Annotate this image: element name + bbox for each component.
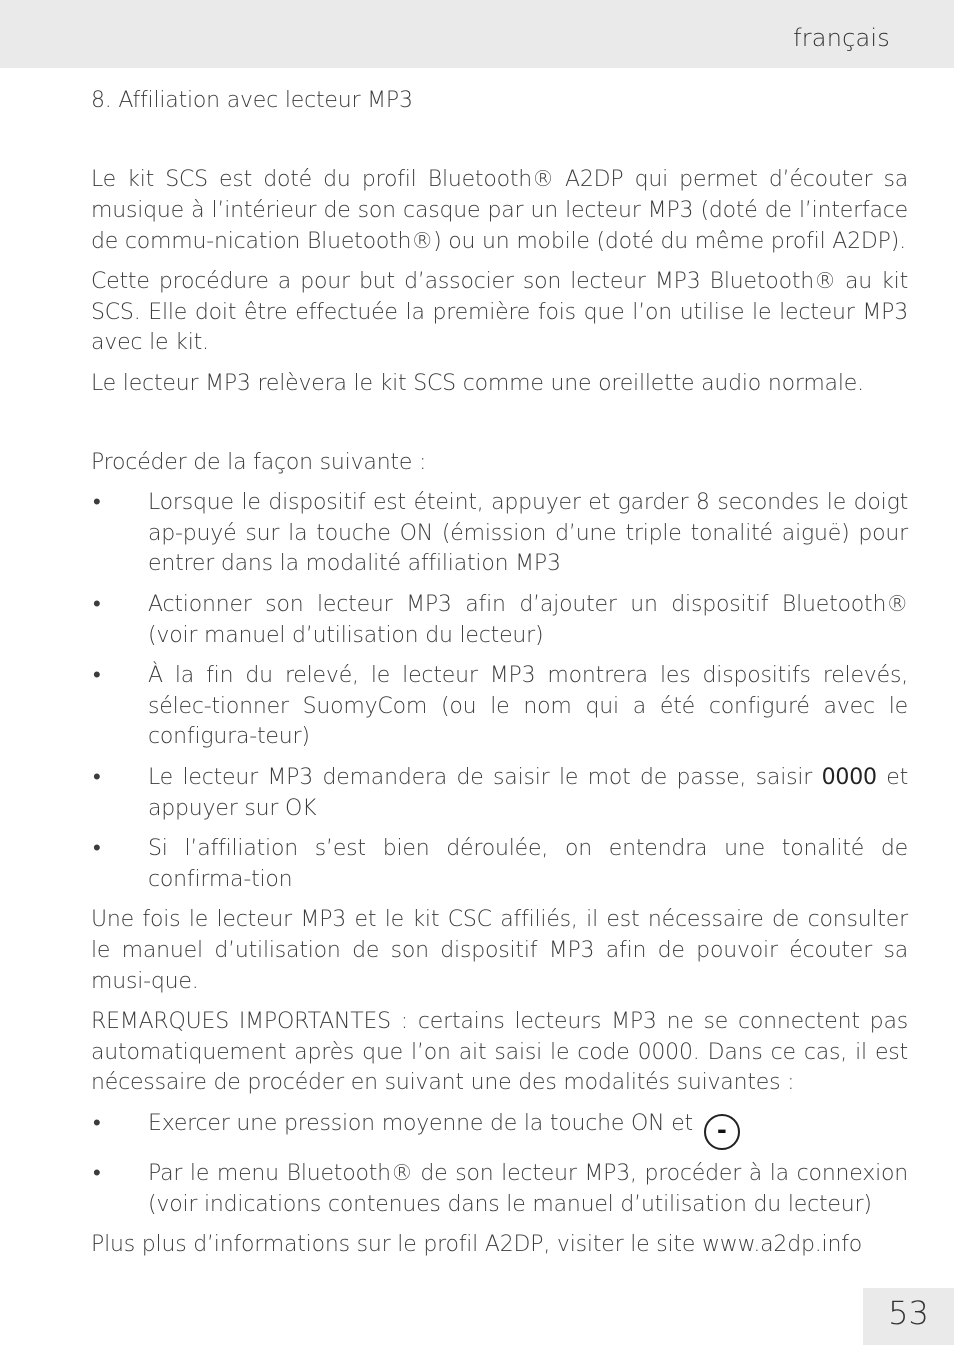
bullet-icon: • [93, 835, 101, 861]
list-item [91, 834, 908, 896]
bullet-icon: • [93, 489, 101, 515]
section-heading [91, 86, 908, 116]
list-item [91, 488, 908, 580]
list-item [91, 661, 908, 753]
step-text: À la fin du relevé, le lecteur MP3 montrera les dispositifs relevés, sélec-tionner SuomyCom (ou le nom qui a été configuré avec le configura-teur) [148, 662, 908, 750]
list-item [91, 763, 908, 825]
bullet-icon: • [93, 662, 101, 688]
list-item [91, 590, 908, 652]
header-band [0, 0, 954, 68]
section-number: 8. [91, 88, 112, 113]
bullet-icon: • [93, 1161, 101, 1187]
list-item [91, 1159, 908, 1221]
step-text-after: et appuyer sur OK [148, 764, 908, 821]
bullet-icon: • [93, 764, 101, 790]
page-content [91, 86, 908, 1261]
step-text: Actionner son lecteur MP3 afin d’ajouter un dispositif Bluetooth® (voir manuel d’utilisation du lecteur) [148, 591, 908, 648]
page-number-box [863, 1288, 954, 1345]
procedure-steps [91, 488, 908, 896]
step-text: Lorsque le dispositif est éteint, appuyer et garder 8 secondes le doigt ap-puyé sur la touche ON (émission d’une triple tonalité aiguë) pour entrer dans la modalité affiliation MP3 [148, 489, 908, 577]
minus-key-icon: - [704, 1114, 740, 1150]
after-paragraph: Une fois le lecteur MP3 et le kit CSC affiliés, il est nécessaire de consulter le manuel d’utilisation de son dispositif MP3 afin de pouvoir écouter sa musi-que. [91, 906, 908, 994]
step-text: Si l’affiliation s’est bien déroulée, on entendra une tonalité de confirma-tion [148, 835, 908, 892]
procedure-lead: Procéder de la façon suivante : [91, 449, 427, 475]
intro-paragraph: Le lecteur MP3 relèvera le kit SCS comme une oreillette audio normale. [91, 370, 864, 396]
footer-info: Plus plus d’informations sur le profil A2DP, visiter le site www.a2dp.info [91, 1232, 863, 1258]
language-label: français [793, 24, 890, 52]
remark-text: Exercer une pression moyenne de la touche ON et [148, 1110, 693, 1136]
remark-text: Par le menu Bluetooth® de son lecteur MP3, procéder à la connexion (voir indications contenues dans le manuel d’utilisation du lecteur) [148, 1161, 908, 1218]
remarks-list [91, 1109, 908, 1221]
section-title: Affiliation avec lecteur MP3 [118, 88, 413, 113]
remarks-paragraph: REMARQUES IMPORTANTES : certains lecteurs MP3 ne se connectent pas automatiquement après que l’on ait saisi le code 0000. Dans ce cas, il est nécessaire de procéder en suivant une des modalités suivantes : [91, 1008, 908, 1096]
bullet-icon: • [93, 1110, 101, 1136]
bullet-icon: • [93, 591, 101, 617]
password-code: 0000 [821, 764, 877, 790]
step-text-before: Le lecteur MP3 demandera de saisir le mot de passe, saisir [148, 764, 822, 790]
page-number: 53 [888, 1294, 929, 1332]
intro-paragraph: Le kit SCS est doté du profil Bluetooth® A2DP qui permet d’écouter sa musique à l’intérieur de son casque par un lecteur MP3 (doté de l’interface de commu-nication Bluetooth®) ou un mobile (doté du même profil A2DP). [91, 167, 908, 254]
intro-paragraph: Cette procédure a pour but d’associer son lecteur MP3 Bluetooth® au kit SCS. Elle doit être effectuée la première fois que l’on utilise le lecteur MP3 avec le kit. [91, 268, 908, 356]
list-item [91, 1109, 908, 1150]
